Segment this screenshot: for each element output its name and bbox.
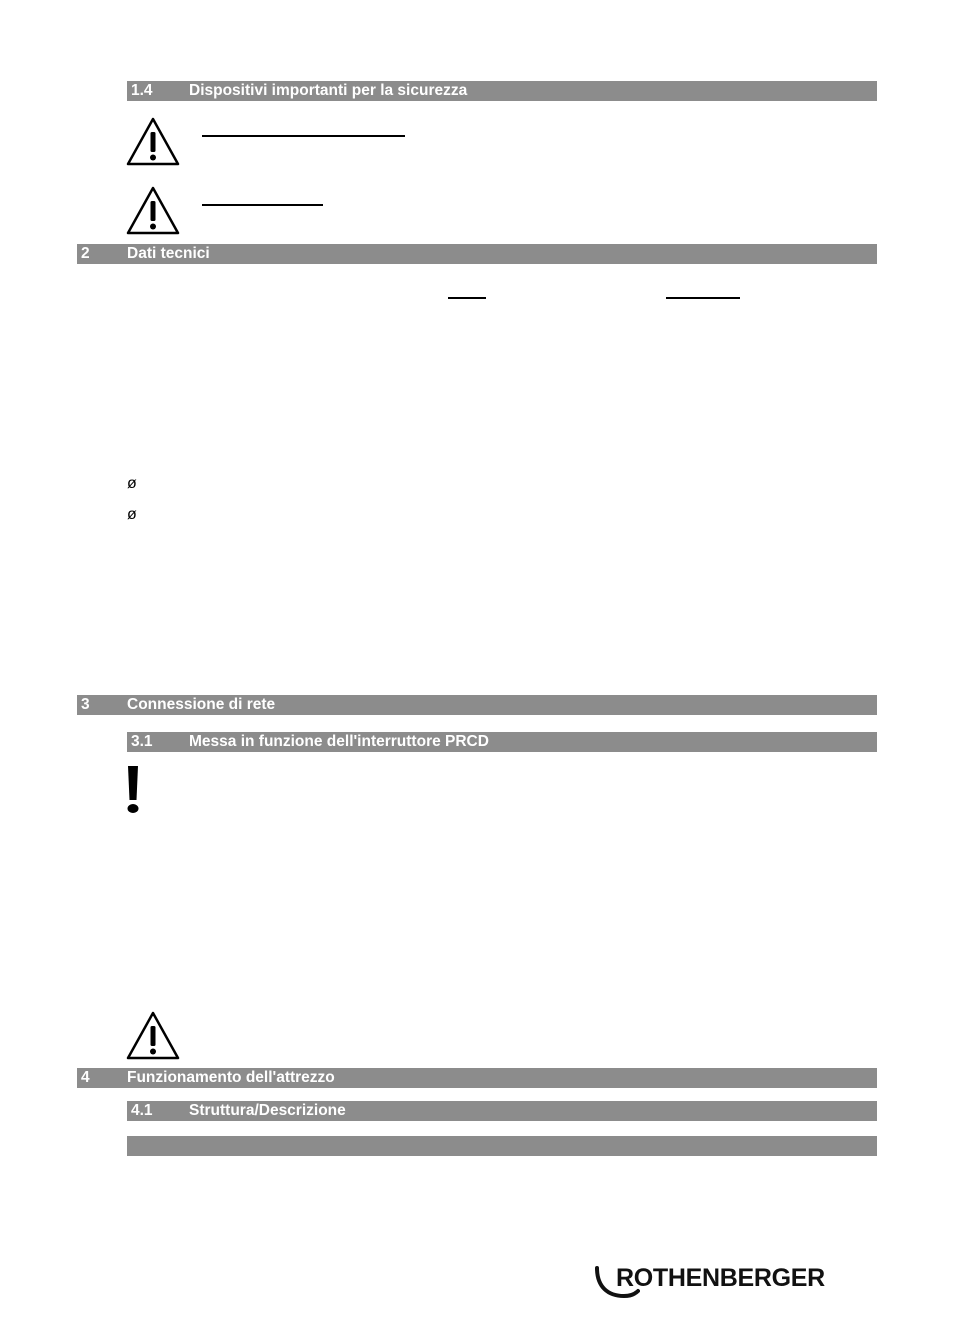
section-title: Messa in funzione dell'interruttore PRCD (189, 733, 489, 750)
section-number: 4 (81, 1069, 90, 1086)
section-number: 3 (81, 696, 90, 713)
section-number: 3.1 (131, 733, 153, 750)
warning-triangle-icon (126, 1011, 180, 1061)
empty-section-bar (127, 1136, 877, 1156)
caution-heading-underline (202, 204, 323, 206)
warning-triangle-icon (126, 186, 180, 236)
section-header-4 (77, 1068, 877, 1088)
section-header-4-1 (127, 1101, 877, 1121)
section-header-3 (77, 695, 877, 715)
section-header-2 (77, 244, 877, 264)
section-title: Funzionamento dell'attrezzo (127, 1069, 335, 1086)
warning-triangle-icon (126, 117, 180, 167)
exclamation-icon (125, 764, 141, 816)
table-column-underline (666, 297, 740, 299)
section-number: 1.4 (131, 82, 153, 99)
section-title: Dispositivi importanti per la sicurezza (189, 82, 468, 99)
section-number: 2 (81, 245, 90, 262)
section-header-3-1 (127, 732, 877, 752)
section-title: Dati tecnici (127, 245, 210, 262)
section-header-1-4 (127, 81, 877, 101)
section-number: 4.1 (131, 1102, 153, 1119)
section-title: Struttura/Descrizione (189, 1102, 346, 1119)
brand-name: ROTHENBERGER (616, 1264, 825, 1292)
diameter-symbol: ø (127, 506, 137, 523)
diameter-symbol: ø (127, 475, 137, 492)
warning-heading-underline (202, 135, 405, 137)
section-title: Connessione di rete (127, 696, 276, 713)
rothenberger-logo (594, 1263, 830, 1299)
table-column-underline (448, 297, 486, 299)
